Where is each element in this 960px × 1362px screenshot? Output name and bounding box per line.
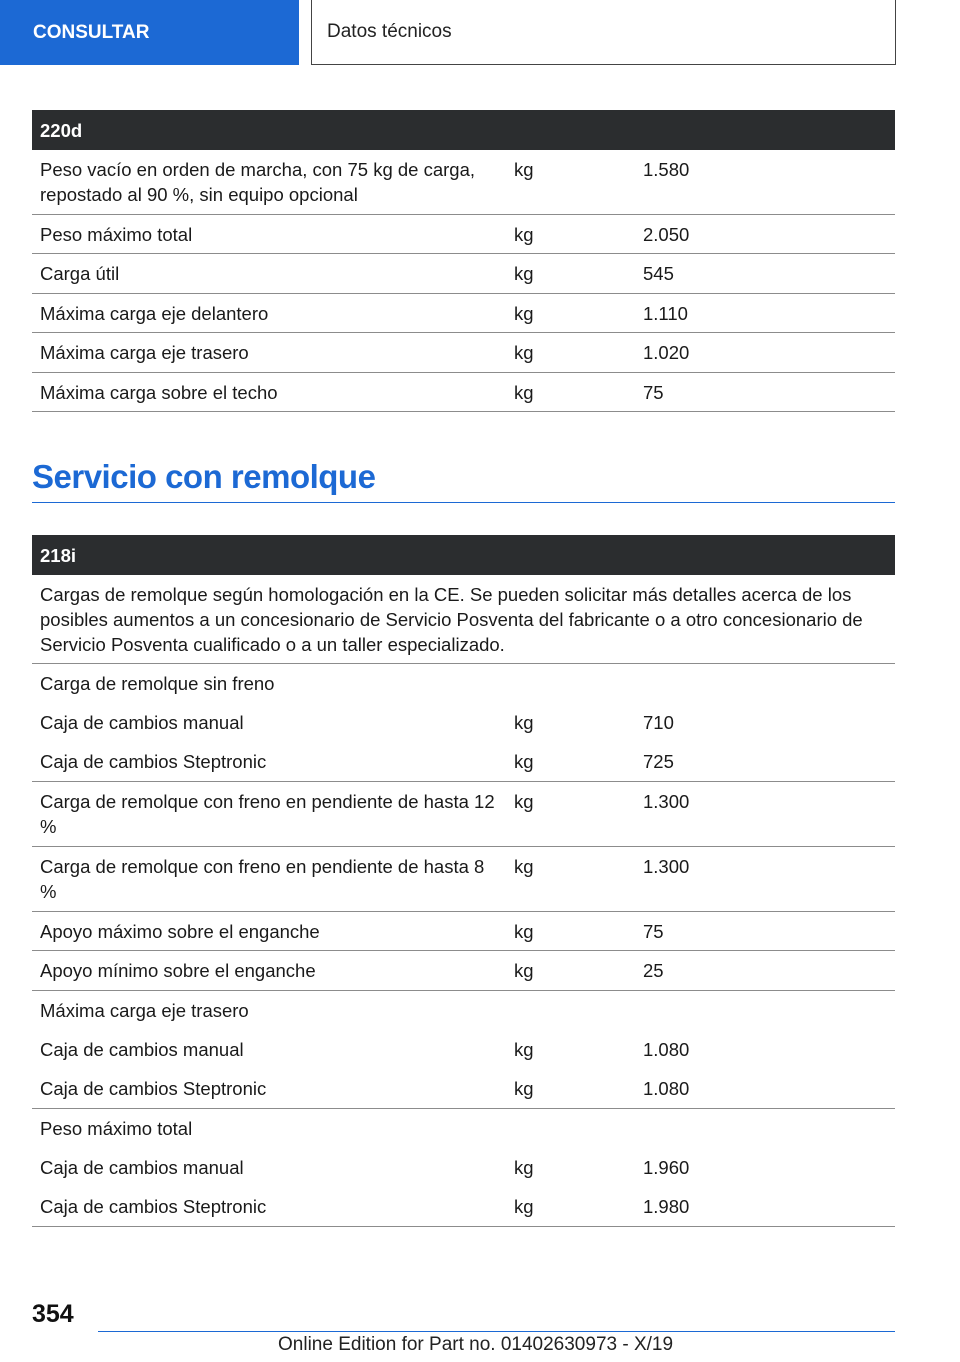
table-row: Máxima carga eje trasero kg 1.020 bbox=[32, 333, 895, 373]
table-row: Carga de remolque con freno en pendiente de hasta 8 % kg 1.300 bbox=[32, 847, 895, 912]
table-row: Apoyo mínimo sobre el enganche kg 25 bbox=[32, 951, 895, 991]
table-row: Apoyo máximo sobre el enganche kg 75 bbox=[32, 912, 895, 951]
table-row: Caja de cambios Steptronic kg 1.980 bbox=[32, 1187, 895, 1227]
chapter-title: Datos técnicos bbox=[311, 0, 896, 65]
table-row: Caja de cambios manual kg 1.960 bbox=[40, 1157, 690, 1178]
table-row: Peso máximo total kg 2.050 bbox=[32, 215, 895, 254]
table-row: Peso vacío en orden de marcha, con 75 kg de carga, repostado al 90 %, sin equipo opcional kg 1.580 bbox=[32, 150, 895, 215]
weights-table-220d bbox=[32, 110, 895, 412]
edition-info: Online Edition for Part no. 01402630973 - X/19 bbox=[278, 1334, 674, 1355]
group-label-row: Máxima carga eje trasero bbox=[40, 1000, 249, 1021]
trailer-table-218i bbox=[32, 535, 895, 1227]
table-row: Caja de cambios manual kg 1.080 bbox=[40, 1039, 690, 1060]
table-header: 220d bbox=[32, 110, 895, 150]
table-row: Máxima carga eje delantero kg 1.110 bbox=[32, 294, 895, 333]
page-number: 354 bbox=[32, 1300, 74, 1328]
table-row: Máxima carga sobre el techo kg 75 bbox=[32, 373, 895, 412]
group-label-row: Carga de remolque sin freno bbox=[40, 673, 275, 694]
table-row: Caja de cambios manual kg 710 bbox=[40, 712, 674, 733]
table-header: 218i bbox=[32, 535, 895, 575]
section-tab[interactable]: CONSULTAR bbox=[0, 0, 299, 65]
table-note-row: Cargas de remolque según homologación en la CE. Se pueden solicitar más detalles acerca de los posibles aumentos a un concesionario de Servicio Posventa del fabricante o a otro concesionario de Servicio Posventa cualificado o a un taller especializado. bbox=[32, 575, 895, 664]
footer-divider bbox=[98, 1331, 895, 1332]
section-heading: Servicio con remolque bbox=[32, 458, 895, 503]
table-row: Caja de cambios Steptronic kg 725 bbox=[32, 742, 895, 782]
table-row: Caja de cambios Steptronic kg 1.080 bbox=[32, 1069, 895, 1109]
table-row: Carga útil kg 545 bbox=[32, 254, 895, 294]
group-label-row: Peso máximo total bbox=[40, 1118, 193, 1139]
table-row: Carga de remolque con freno en pendiente de hasta 12 % kg 1.300 bbox=[32, 782, 895, 847]
